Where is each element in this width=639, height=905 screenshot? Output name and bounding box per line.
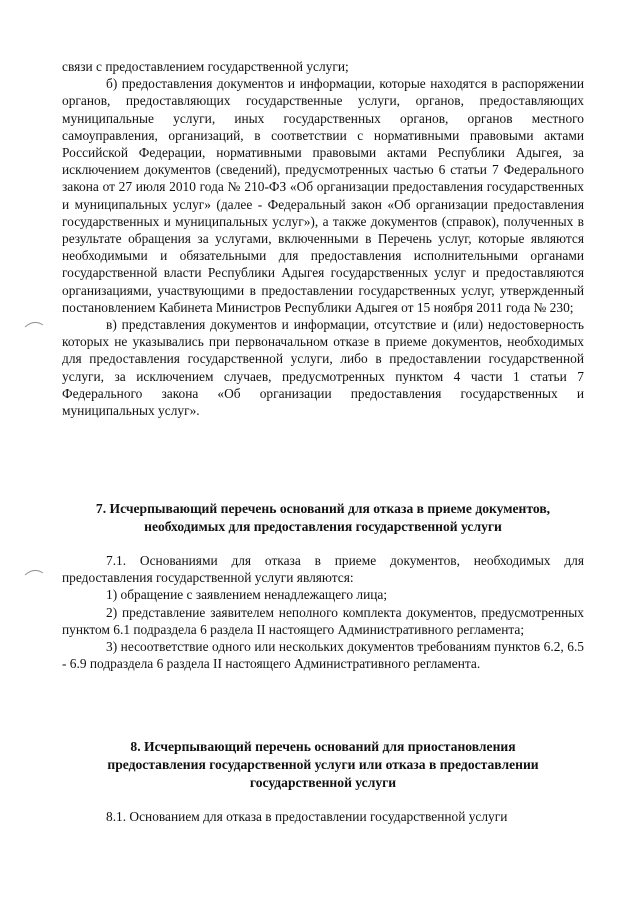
paragraph: б) предоставления документов и информации, которые находятся в распоряжении органов, предоставляющих государственные услуги, органов, предоставляющих муниципальные услуги, иных государственных органов, органов местного самоуправления, организаций, в соответствии с нормативными правовыми актами Российской Федерации, нормативными правовыми актами Республики Адыгея, за исключением документов (сведений), предусмотренных частью 6 статьи 7 Федерального закона от 27 июля 2010 года № 210-ФЗ «Об организации предоставления государственных и муниципальных услуг» (далее - Федеральный закон «Об организации предоставления государственных и муниципальных услуг»), а также документов (справок), полученных в результате обращения за услугами, включенными в Перечень услуг, которые являются необходимыми и обязательными для предоставления исполнительными органами государственной власти Республики Адыгея государственных услуг и предоставляются организациями, участвующими в предоставлении государственных услуг, утвержденный постановлением Кабинета Министров Республики Адыгея от 15 ноября 2011 года № 230; [62, 76, 584, 315]
heading-line: необходимых для предоставления государственной услуги [144, 519, 502, 534]
margin-mark [24, 564, 44, 574]
paragraph: 1) обращение с заявлением ненадлежащего лица; [106, 587, 388, 603]
paragraph: 8.1. Основанием для отказа в предоставлении государственной услуги [106, 809, 508, 824]
section-8-body [62, 808, 584, 825]
heading-line: 8. Исчерпывающий перечень оснований для приостановления [130, 739, 516, 754]
section-7-body [62, 552, 584, 672]
paragraph: 2) представление заявителем неполного комплекта документов, предусмотренных пунктом 6.1 подраздела 6 раздела II настоящего Административного регламента; [62, 604, 584, 637]
section-7-heading [62, 500, 584, 536]
margin-mark [24, 316, 44, 326]
paragraph: связи с предоставлением государственной услуги; [62, 59, 349, 74]
paragraph: 7.1. Основаниями для отказа в приеме документов, необходимых для предоставления государственной услуги являются: [62, 553, 584, 586]
body-text-top [62, 58, 584, 419]
paragraph: в) представления документов и информации, отсутствие и (или) недостоверность которых не указывались при первоначальном отказе в приеме документов, необходимых для предоставления государственной услуги, либо в предоставлении государственной услуги, за исключением случаев, предусмотренных пунктом 4 части 1 статьи 7 Федерального закона «Об организации предоставления государственных и муниципальных услуг». [62, 317, 584, 419]
heading-line: государственной услуги [249, 775, 397, 790]
heading-line: 7. Исчерпывающий перечень оснований для отказа в приеме документов, [95, 501, 551, 516]
heading-line: предоставления государственной услуги или отказа в предоставлении [107, 757, 539, 772]
section-8-heading [62, 738, 584, 792]
paragraph: 3) несоответствие одного или нескольких документов требованиям пунктов 6.2, 6.5 - 6.9 подраздела 6 раздела II настоящего Административного регламента. [62, 639, 584, 672]
